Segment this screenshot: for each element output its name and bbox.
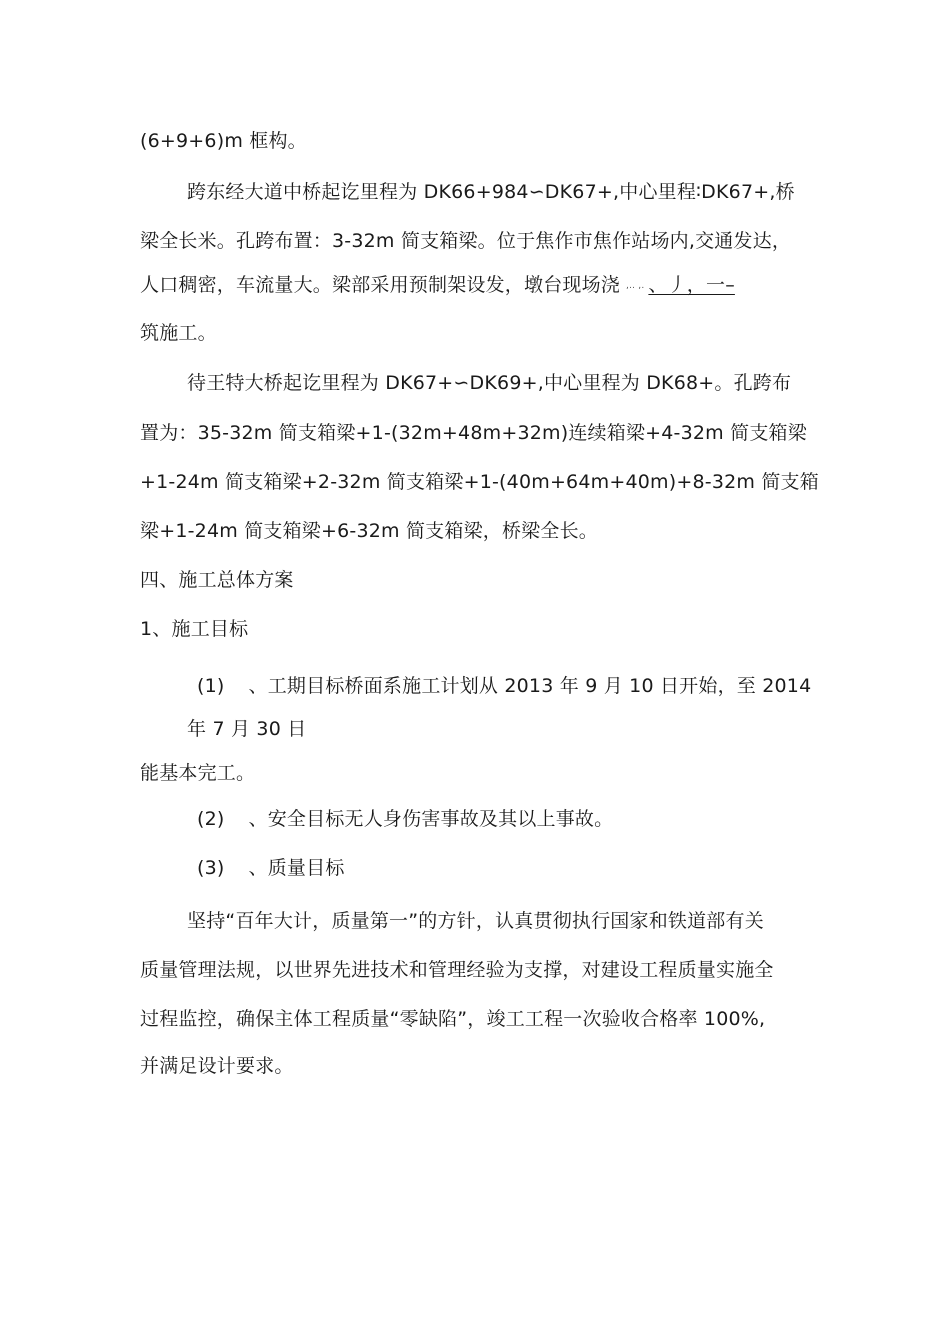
list-item <box>197 806 613 832</box>
list-item <box>197 855 345 881</box>
list-item-text: 、质量目标 <box>248 857 345 879</box>
scan-artifact-mark: 、丿，一– <box>648 274 735 296</box>
list-item-continuation: 年 7 月 30 日 <box>187 718 307 740</box>
paragraph-line: 并满足设计要求。 <box>140 1055 294 1077</box>
section-heading: 四、施工总体方案 <box>140 569 294 591</box>
paragraph-text: 人口稠密，车流量大。梁部采用预制架设发，墩台现场浇 <box>140 274 621 296</box>
paragraph-line: 质量管理法规，以世界先进技术和管理经验为支撑，对建设工程质量实施全 <box>140 959 774 981</box>
paragraph-line: 过程监控，确保主体工程质量“零缺陷”，竣工工程一次验收合格率 100%, <box>140 1008 766 1030</box>
list-item-continuation: 能基本完工。 <box>140 762 256 784</box>
paragraph-line: 跨东经大道中桥起讫里程为 DK66+984∽DK67+,中心里程∶DK67+,桥 <box>187 181 795 203</box>
list-item-number: (3) <box>197 857 225 879</box>
list-item-text: 、工期目标桥面系施工计划从 2013 年 9 月 10 日开始，至 2014 <box>248 675 812 697</box>
paragraph-line: 置为：35-32m 简支箱梁+1-(32m+48m+32m)连续箱梁+4-32m 简支箱梁 <box>140 422 807 444</box>
paragraph-line: +1-24m 简支箱梁+2-32m 简支箱梁+1-(40m+64m+40m)+8-32m 简支箱 <box>140 471 819 493</box>
list-item-number: (2) <box>197 808 225 830</box>
text-line: (6+9+6)m 框构。 <box>140 130 307 152</box>
list-item-number: (1) <box>197 675 225 697</box>
paragraph-line: 梁全长米。孔跨布置：3-32m 简支箱梁。位于焦作市焦作站场内,交通发达， <box>140 230 792 252</box>
paragraph-line: 筑施工。 <box>140 322 217 344</box>
list-item <box>197 673 811 699</box>
paragraph-line: 梁+1-24m 简支箱梁+6-32m 简支箱梁，桥梁全长。 <box>140 520 598 542</box>
paragraph-line <box>140 272 735 299</box>
subsection-heading: 1、施工目标 <box>140 618 249 640</box>
paragraph-line: 待王特大桥起讫里程为 DK67+∽DK69+,中心里程为 DK68+。孔跨布 <box>187 372 792 394</box>
scan-artifact-small: ,.. ,. <box>626 280 645 291</box>
list-item-text: 、安全目标无人身伤害事故及其以上事故。 <box>248 808 614 830</box>
paragraph-line: 坚持“百年大计，质量第一”的方针，认真贯彻执行国家和铁道部有关 <box>187 910 764 932</box>
scan-artifact <box>626 272 735 299</box>
